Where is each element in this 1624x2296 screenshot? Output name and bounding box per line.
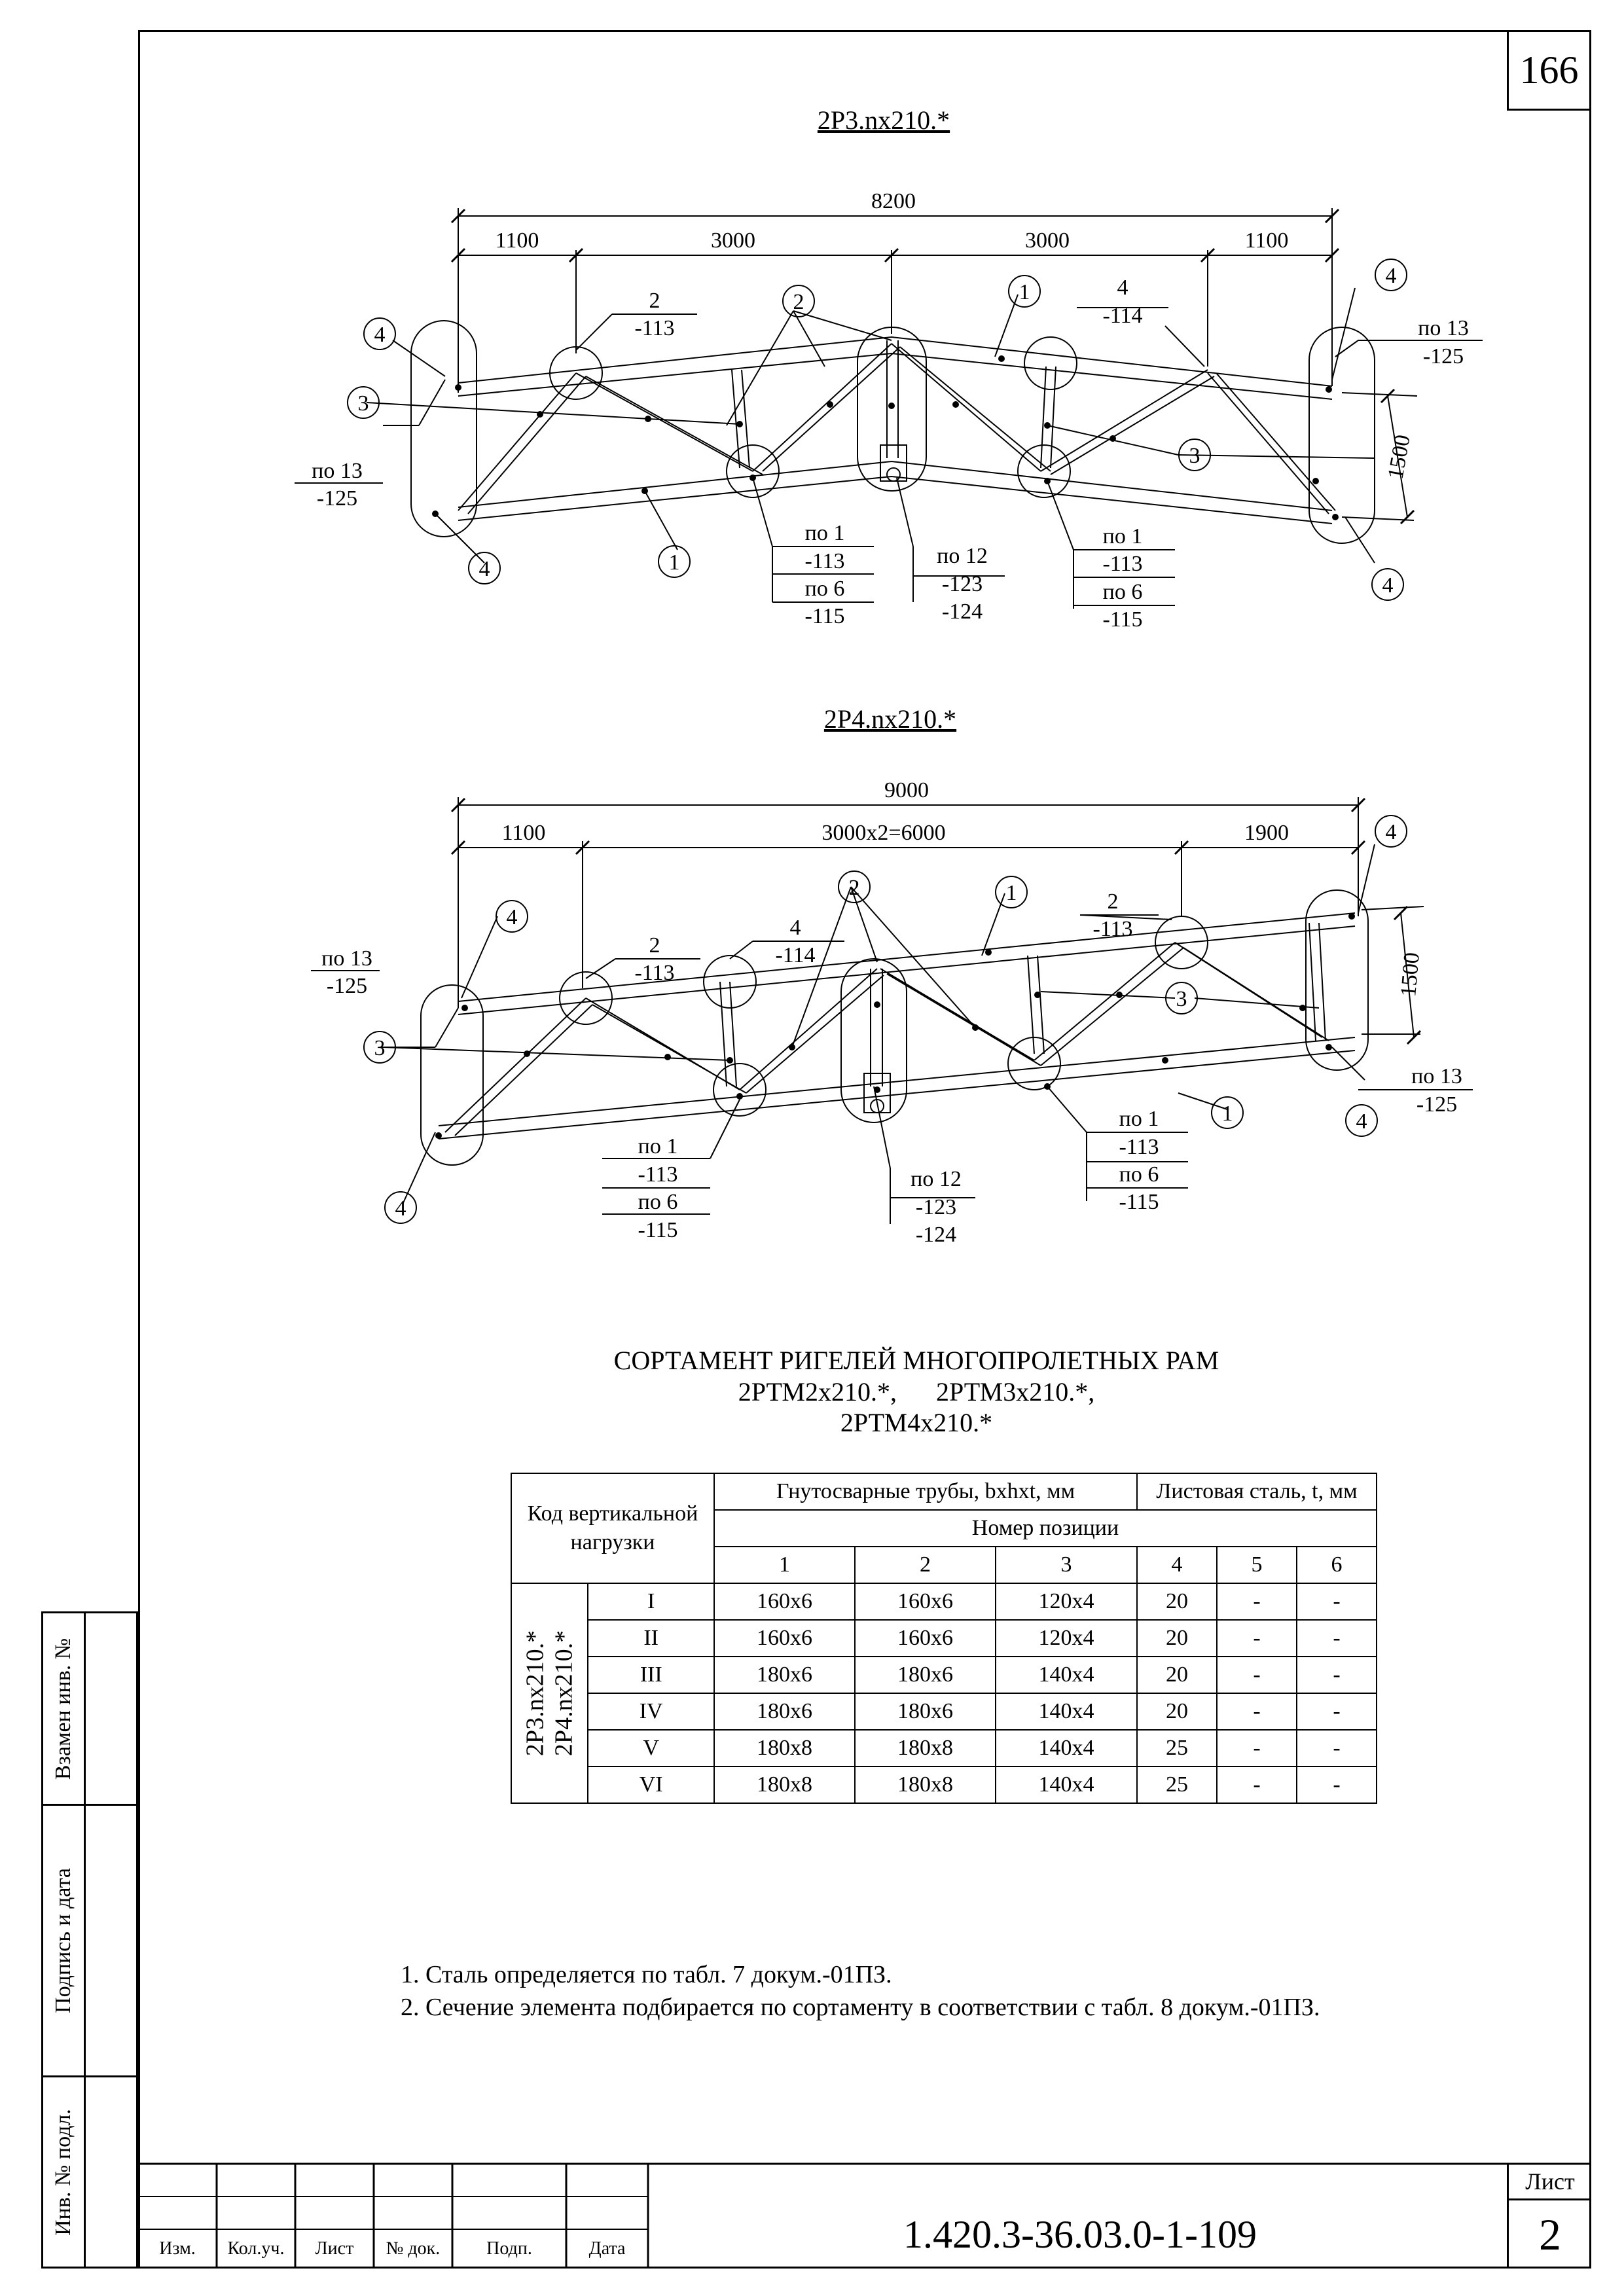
- cell: -: [1297, 1767, 1377, 1803]
- tb-col-podp: Подп.: [486, 2238, 532, 2259]
- t2-pos-1a: 1: [1005, 881, 1017, 905]
- cell: -: [1217, 1583, 1297, 1620]
- t1-bl-3: -115: [804, 604, 845, 628]
- header-positions: Номер позиции: [714, 1510, 1377, 1547]
- t1-bl-0: по 1: [804, 521, 845, 545]
- cell: 180х8: [855, 1767, 996, 1803]
- cell: 25: [1137, 1730, 1217, 1767]
- t1-c-113: -113: [634, 316, 675, 340]
- t2-bl-3: -115: [638, 1218, 678, 1242]
- tb-col-ndoc: № док.: [386, 2238, 441, 2259]
- t1-l-125: -125: [316, 486, 358, 511]
- cell: 140х4: [996, 1693, 1137, 1730]
- t2-pos-2: 2: [848, 876, 860, 900]
- cell: 180х8: [714, 1767, 855, 1803]
- t1-pos-4d: 4: [1382, 573, 1394, 598]
- cell: -: [1297, 1693, 1377, 1730]
- tb-col-list: Лист: [315, 2238, 354, 2259]
- cell: 160х6: [714, 1620, 855, 1657]
- t1-bm-0: по 12: [937, 544, 988, 568]
- t1-pos-4b: 4: [478, 557, 490, 581]
- cell: 180х6: [714, 1657, 855, 1693]
- cell: 20: [1137, 1620, 1217, 1657]
- cell: 20: [1137, 1657, 1217, 1693]
- truss1-title: 2Р3.nх210.*: [817, 105, 950, 135]
- t2-c-114: -114: [775, 943, 816, 967]
- cell: -: [1217, 1767, 1297, 1803]
- note-1: 1. Сталь определяется по табл. 7 докум.-01ПЗ.: [401, 1961, 892, 1988]
- cell: 20: [1137, 1583, 1217, 1620]
- t1-bl-2: по 6: [804, 577, 845, 601]
- row-code: III: [588, 1657, 714, 1693]
- cell: 160х6: [714, 1583, 855, 1620]
- t2-r-po13: по 13: [1411, 1064, 1462, 1088]
- cell: 180х6: [855, 1693, 996, 1730]
- t2-c-113: -113: [634, 961, 675, 985]
- cell: -: [1297, 1730, 1377, 1767]
- t2-c-4: 4: [789, 916, 801, 940]
- t1-c-114: -114: [1102, 304, 1143, 328]
- t2-bl-2: по 6: [638, 1190, 678, 1214]
- pos-num-1: 1: [714, 1547, 855, 1583]
- t1-l-po13: по 13: [312, 459, 363, 483]
- t1-bl-1: -113: [804, 549, 845, 573]
- tb-col-izm: Изм.: [159, 2238, 196, 2259]
- t1-br-3: -115: [1102, 607, 1143, 632]
- t2-dim-1: 1100: [501, 821, 546, 845]
- t2-r-125: -125: [1416, 1092, 1458, 1117]
- row-code: I: [588, 1583, 714, 1620]
- cell: 140х4: [996, 1767, 1137, 1803]
- t1-br-1: -113: [1102, 552, 1143, 576]
- t2-pos-4d: 4: [1356, 1109, 1367, 1134]
- t1-pos-1b: 1: [1019, 280, 1030, 304]
- t1-pos-4a: 4: [374, 323, 386, 347]
- t2-br-1: -113: [1119, 1135, 1159, 1159]
- pos-num-4: 4: [1137, 1547, 1217, 1583]
- t1-r-125: -125: [1422, 344, 1464, 368]
- pos-num-2: 2: [855, 1547, 996, 1583]
- t1-pos-3b: 3: [1189, 444, 1200, 468]
- cell: 180х6: [855, 1657, 996, 1693]
- t2-bm-0: по 12: [911, 1167, 962, 1191]
- cell: 160х6: [855, 1620, 996, 1657]
- t2-pos-4a: 4: [506, 905, 518, 929]
- cell: 120х4: [996, 1583, 1137, 1620]
- t1-dim-4: 1100: [1244, 228, 1289, 253]
- t2-dim-3: 1900: [1244, 821, 1289, 845]
- t1-pos-2: 2: [793, 290, 804, 314]
- t2-c-2r: 2: [1107, 889, 1119, 914]
- pos-num-3: 3: [996, 1547, 1137, 1583]
- cell: 140х4: [996, 1730, 1137, 1767]
- t2-pos-4c: 4: [1385, 820, 1397, 844]
- t1-dim-2: 3000: [711, 228, 755, 253]
- t1-pos-4c: 4: [1385, 264, 1397, 288]
- t1-pos-1a: 1: [668, 550, 680, 575]
- t2-br-0: по 1: [1119, 1107, 1159, 1131]
- t1-bm-2: -124: [941, 600, 983, 624]
- cell: 180х8: [855, 1730, 996, 1767]
- group-label-2: 2Р4.nх210.*: [549, 1630, 577, 1757]
- cell: 180х8: [714, 1730, 855, 1767]
- group-label-1: 2Р3.nх210.*: [521, 1630, 549, 1757]
- cell: 160х6: [855, 1583, 996, 1620]
- cell: 140х4: [996, 1657, 1137, 1693]
- tb-col-data: Дата: [588, 2238, 626, 2259]
- t1-r-po13: по 13: [1418, 316, 1469, 340]
- cell: -: [1217, 1657, 1297, 1693]
- t1-br-0: по 1: [1102, 524, 1143, 548]
- t2-bm-2: -124: [915, 1223, 957, 1247]
- row-code: VI: [588, 1767, 714, 1803]
- t1-bm-1: -123: [941, 572, 983, 596]
- cell: -: [1297, 1657, 1377, 1693]
- cell: -: [1217, 1730, 1297, 1767]
- t2-dim-height: 1500: [1396, 951, 1424, 998]
- note-2: 2. Сечение элемента подбирается по сортаменту в соответствии с табл. 8 докум.-01ПЗ.: [401, 1994, 1320, 2021]
- t2-l-po13: по 13: [321, 946, 372, 971]
- header-tubes: Гнутосварные трубы, bхhхt, мм: [714, 1473, 1137, 1510]
- cell: 120х4: [996, 1620, 1137, 1657]
- cell: -: [1217, 1693, 1297, 1730]
- stamp-replace-inv-label: Взамен инв. №: [51, 1638, 75, 1780]
- sheet-number: 2: [1507, 2200, 1591, 2269]
- pos-num-6: 6: [1297, 1547, 1377, 1583]
- t2-pos-3b: 3: [1176, 987, 1187, 1011]
- truss2-title: 2Р4.nх210.*: [823, 704, 957, 734]
- t2-c-113r: -113: [1092, 917, 1133, 941]
- cell: 20: [1137, 1693, 1217, 1730]
- t1-br-2: по 6: [1102, 580, 1143, 604]
- pos-num-5: 5: [1217, 1547, 1297, 1583]
- t1-dim-1: 1100: [495, 228, 539, 253]
- t2-l-125: -125: [326, 974, 368, 998]
- row-code: V: [588, 1730, 714, 1767]
- t2-dim-total: 9000: [884, 778, 929, 802]
- sortament-title-3: 2РТМ4х210.*: [840, 1408, 993, 1437]
- cell: 180х6: [714, 1693, 855, 1730]
- cell: -: [1297, 1620, 1377, 1657]
- cell: -: [1297, 1583, 1377, 1620]
- t2-br-3: -115: [1119, 1190, 1159, 1214]
- doc-number: 1.420.3-36.03.0-1-109: [903, 2213, 1257, 2256]
- cell: 25: [1137, 1767, 1217, 1803]
- t2-pos-1b: 1: [1221, 1102, 1233, 1126]
- stamp-sign-date-label: Подпись и дата: [51, 1868, 75, 2013]
- sheet-label: Лист: [1507, 2164, 1591, 2200]
- t1-c-2: 2: [649, 289, 660, 313]
- header-code: Код вертикальной нагрузки: [511, 1473, 714, 1583]
- sortament-title-1: СОРТАМЕНТ РИГЕЛЕЙ МНОГОПРОЛЕТНЫХ РАМ: [613, 1346, 1219, 1375]
- t2-br-2: по 6: [1119, 1162, 1159, 1187]
- header-sheet: Листовая сталь, t, мм: [1137, 1473, 1377, 1510]
- t2-dim-2: 3000х2=6000: [821, 821, 946, 845]
- row-code: IV: [588, 1693, 714, 1730]
- stamp-inv-orig-label: Инв. № подл.: [51, 2108, 75, 2236]
- t2-bm-1: -123: [915, 1195, 957, 1219]
- t2-c-2: 2: [649, 933, 660, 958]
- t2-pos-3a: 3: [374, 1036, 386, 1060]
- sheet-top-number: 166: [1507, 30, 1591, 111]
- row-code: II: [588, 1620, 714, 1657]
- cell: -: [1217, 1620, 1297, 1657]
- sortament-title-2: 2РТМ2х210.*, 2РТМ3х210.*,: [738, 1377, 1095, 1407]
- t1-dim-total: 8200: [871, 189, 916, 213]
- t2-pos-4b: 4: [395, 1196, 406, 1221]
- t1-pos-3a: 3: [357, 391, 369, 416]
- t2-bl-0: по 1: [638, 1134, 678, 1158]
- t2-bl-1: -113: [638, 1162, 678, 1187]
- t1-dim-height: 1500: [1383, 433, 1415, 481]
- t1-dim-3: 3000: [1025, 228, 1070, 253]
- t1-c-4: 4: [1117, 276, 1128, 300]
- tb-col-kolich: Кол.уч.: [227, 2238, 285, 2259]
